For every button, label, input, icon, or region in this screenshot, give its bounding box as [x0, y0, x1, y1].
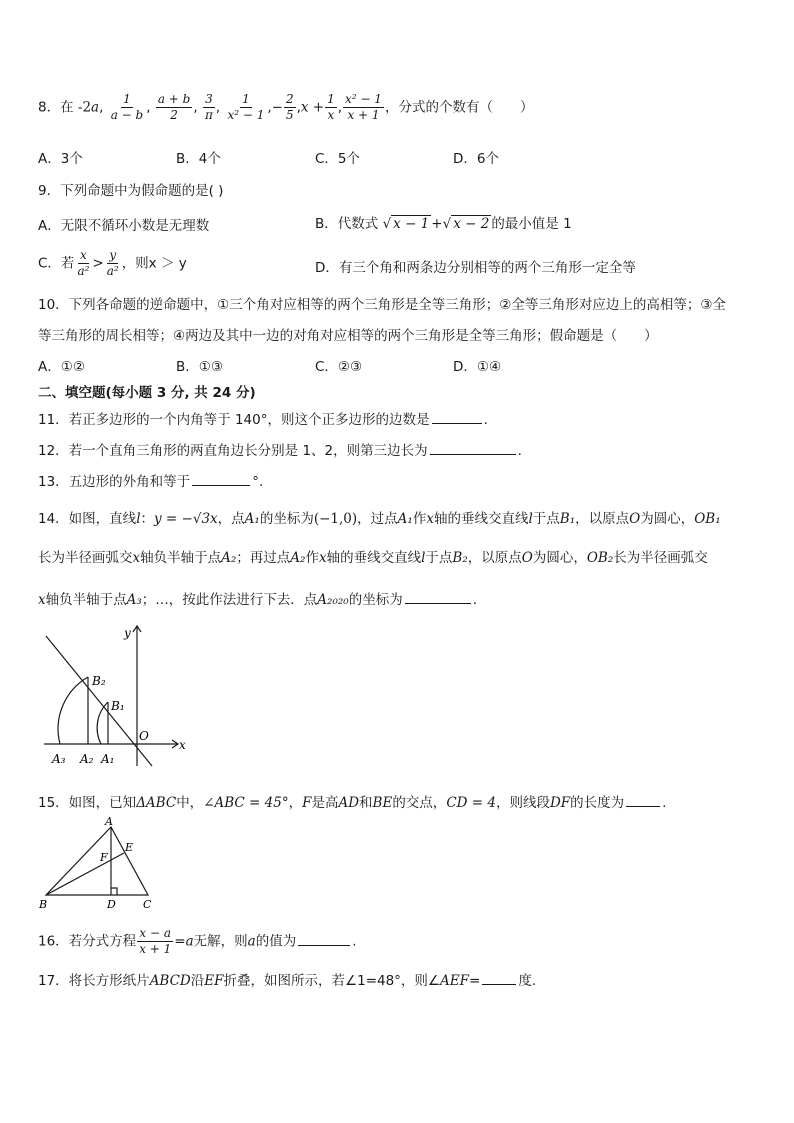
label-x: x	[179, 738, 186, 752]
q8-option-d: D．6个	[453, 151, 499, 167]
sqrt: √ x − 2	[442, 216, 490, 232]
question-15: 15．如图，已知ΔABC中，∠ABC = 45°，F是高AD和BE的交点，CD = 4，则线段DF的长度为 .	[38, 795, 667, 811]
q9-option-b: B．代数式 √ x − 1 +√ x − 2 的最小值是 1	[315, 216, 572, 232]
q10-option-a: A．①②	[38, 359, 85, 375]
fraction: $\frac{1}{\text{x² − 1}}$	[227, 92, 265, 122]
answer-blank[interactable]	[432, 411, 482, 424]
fraction: $\frac{x}{\text{a²}}$	[77, 248, 90, 278]
question-12: 12．若一个直角三角形的两直角边长分别是 1、2，则第三边长为 .	[38, 443, 522, 459]
label-b: B	[39, 898, 48, 911]
answer-blank[interactable]	[405, 591, 471, 604]
label-a3: A₃	[52, 752, 66, 766]
question-16: 16．若分式方程 $\frac{x - a}{x + 1}$ =a无解，则a的值为 .	[38, 926, 357, 956]
question-14-line2: 长为半径画弧交x轴负半轴于点A₂；再过点A₂作x轴的垂线交直线l于点B₂，以原点O为圆心，OB₂长为半径画弧交	[38, 550, 708, 566]
figure-14-coordinate-diagram	[38, 620, 198, 770]
label-a2: A₂	[80, 752, 94, 766]
question-14-line3: x轴负半轴于点A₃；…，按此作法进行下去．点A₂₀₂₀的坐标为 .	[38, 592, 477, 608]
label-d: D	[107, 898, 116, 911]
answer-blank[interactable]	[298, 933, 350, 946]
answer-blank[interactable]	[626, 794, 660, 807]
answer-blank[interactable]	[430, 442, 516, 455]
q9-option-d: D．有三个角和两条边分别相等的两个三角形一定全等	[315, 260, 636, 276]
figure-15-triangle	[36, 815, 166, 915]
fraction: $\frac{x - a}{x + 1}$	[139, 926, 172, 956]
q10-option-d: D．①④	[453, 359, 502, 375]
fraction: $\frac{3}{\pi}$	[204, 92, 213, 122]
fraction: $\frac{\text{x² − 1}}{x + 1}$	[345, 92, 382, 122]
fraction: $\frac{y}{\text{a²}}$	[106, 248, 119, 278]
q8-option-a: A．3个	[38, 151, 83, 167]
label-b1: B₁	[111, 699, 125, 713]
fraction: $\frac{a + b}{2}$	[157, 92, 191, 122]
question-10-line2: 等三角形的周长相等；④两边及其中一边的对角对应相等的两个三角形是全等三角形；假命题是（ ）	[38, 328, 658, 344]
q9-option-c: C．若 $\frac{x}{\text{a²}}$ > $\frac{y}{\text{a²}}$ ，则x ＞ y	[38, 248, 187, 278]
q10-option-b: B．①③	[176, 359, 223, 375]
altitude-be	[46, 853, 124, 895]
label-a1: A₁	[101, 752, 115, 766]
answer-blank[interactable]	[482, 972, 516, 985]
question-10-line1: 10．下列各命题的逆命题中，①三个角对应相等的两个三角形是全等三角形；②全等三角形对应边上的高相等；③全	[38, 297, 726, 313]
arc-b1	[97, 702, 108, 744]
label-f: F	[100, 851, 108, 864]
triangle-abc	[46, 827, 148, 895]
question-14-line1: 14．如图，直线l：y = −√3x，点A₁的坐标为(−1,0)，过点A₁作x轴的垂线交直线l于点B₁，以原点O为圆心，OB₁	[38, 511, 721, 527]
question-9-stem: 9．下列命题中为假命题的是( )	[38, 183, 224, 199]
question-17: 17．将长方形纸片ABCD沿EF折叠，如图所示，若∠1=48°，则∠AEF= 度.	[38, 973, 537, 989]
q8-option-c: C．5个	[315, 151, 361, 167]
fraction: $\frac{2}{5}$	[285, 92, 294, 122]
right-angle-d	[111, 888, 117, 895]
sqrt: √ x − 1	[382, 216, 430, 232]
q8-option-b: B．4个	[176, 151, 221, 167]
label-o: O	[139, 729, 149, 743]
line-l	[46, 636, 152, 766]
question-13: 13．五边形的外角和等于 °.	[38, 474, 264, 490]
label-a: A	[105, 815, 113, 828]
q9-option-a: A．无限不循环小数是无理数	[38, 218, 210, 234]
question-11: 11．若正多边形的一个内角等于 140°，则这个正多边形的边数是 .	[38, 412, 488, 428]
fraction: $\frac{1}{a - b}$	[110, 92, 144, 122]
q10-option-c: C．②③	[315, 359, 363, 375]
fraction: $\frac{1}{x}$	[327, 92, 335, 122]
answer-blank[interactable]	[192, 473, 250, 486]
label-e: E	[125, 841, 134, 854]
label-c: C	[143, 898, 152, 911]
question-8: 8．在 -2a, $\frac{1}{a - b}$ , $\frac{a + b}{2}$ , $\frac{3}{\pi}$ , $\frac{1}{\text{x² − 1}}$ ,− $\frac{2}{5}$ ,x + $\frac{1}{x}$ , $\frac{\text{x² − 1}}{x + 1}$ ，分式的个数有（ ）	[38, 92, 534, 122]
arc-b2	[58, 677, 88, 744]
label-b2: B₂	[92, 674, 106, 688]
label-y: y	[124, 626, 131, 640]
section-fill-blank-heading: 二、填空题(每小题 3 分, 共 24 分)	[38, 385, 256, 401]
